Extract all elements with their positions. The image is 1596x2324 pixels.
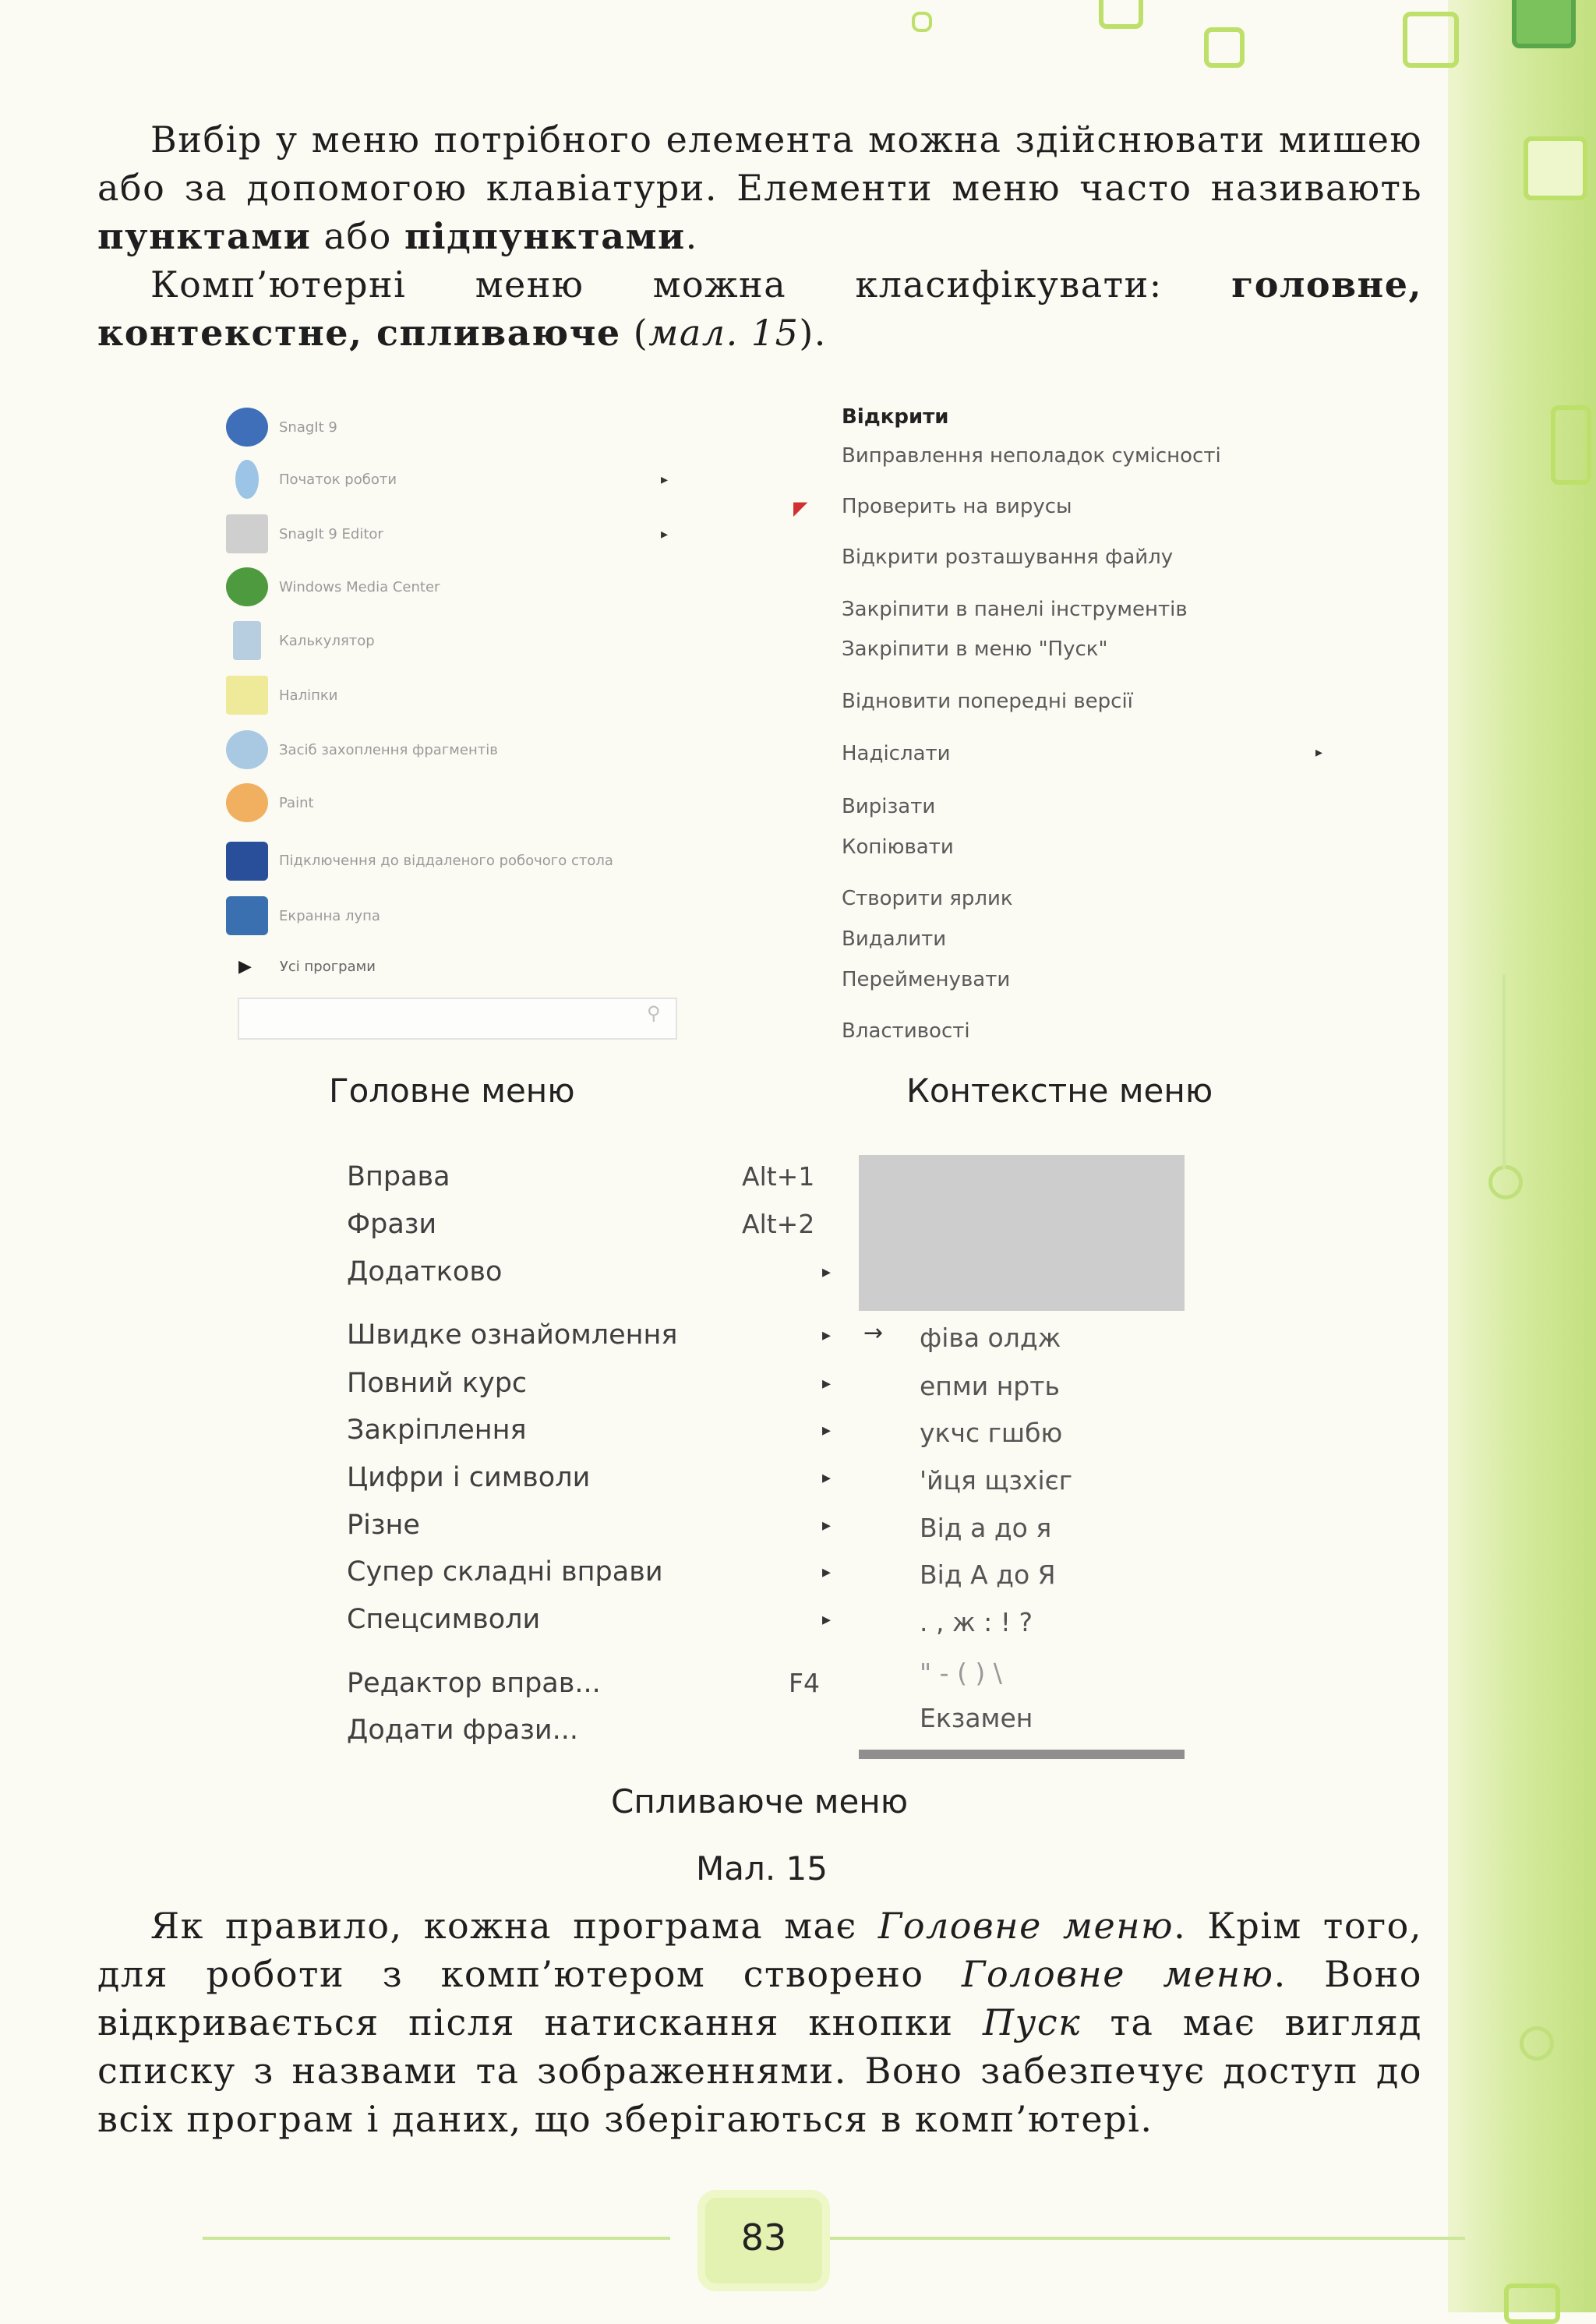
popup-menu-item[interactable]: Вправа [347, 1161, 450, 1192]
context-menu-item[interactable]: Створити ярлик [842, 887, 1013, 910]
submenu-arrow-icon: ▸ [1315, 744, 1323, 761]
snagit-editor-icon [226, 514, 268, 553]
submenu-arrow-icon: ▸ [822, 1326, 832, 1345]
context-menu-item[interactable]: Відкрити розташування файлу [842, 546, 1174, 569]
figure-reference: мал. 15 [648, 312, 800, 354]
start-menu-item[interactable]: Калькулятор [226, 617, 375, 664]
context-menu-item-open[interactable]: Відкрити [842, 405, 949, 429]
shortcut-label: F4 [789, 1668, 820, 1698]
submenu-item[interactable]: укчс гшбю [920, 1418, 1063, 1448]
popup-menu-item[interactable]: Закріплення [347, 1415, 527, 1446]
context-menu-item[interactable]: Перейменувати [842, 968, 1011, 991]
submenu-item[interactable]: епми нрть [920, 1371, 1060, 1401]
intro-text: . [685, 215, 698, 257]
intro-text: або [311, 215, 404, 257]
outro-text: . Крім того, для роботи з комп’ютером створено [97, 1905, 1422, 1995]
antivirus-icon: ◤ [793, 497, 808, 519]
submenu-item[interactable]: Від а до я [920, 1513, 1052, 1543]
outro-text: . Воно відкривається після натискання кнопки [97, 1953, 1422, 2043]
remote-desktop-icon [226, 842, 268, 881]
context-menu-item[interactable]: Закріпити в панелі інструментів [842, 598, 1188, 621]
start-menu-item[interactable]: Наліпки [226, 672, 337, 719]
submenu-arrow-icon: ▸ [661, 525, 669, 542]
submenu-item[interactable]: Від А до Я [920, 1559, 1056, 1590]
start-menu-item[interactable]: SnagIt 9 Editor ▸ [226, 510, 383, 557]
decorative-line [826, 2237, 1465, 2240]
submenu-arrow-icon: ▸ [822, 1563, 832, 1582]
popup-menu-item[interactable]: Додатково [347, 1256, 503, 1287]
outro-text: Як правило, кожна програма має [150, 1905, 878, 1947]
popup-menu-item[interactable]: Додати фрази... [347, 1715, 578, 1746]
bold-term-subitems: підпунктами [404, 215, 686, 257]
decorative-square [1504, 2283, 1560, 2324]
decorative-square [1099, 0, 1143, 29]
figure-caption: Мал. 15 [696, 1849, 828, 1888]
popup-menu-item[interactable]: Супер складні вправи [347, 1556, 663, 1588]
context-menu-item[interactable]: Вирізати [842, 795, 936, 818]
start-menu-item[interactable]: Windows Media Center [226, 563, 440, 610]
start-menu-item[interactable]: Paint [226, 779, 314, 826]
intro-text: ( [620, 312, 649, 354]
decorative-square [1551, 405, 1591, 485]
media-center-icon [226, 567, 268, 606]
submenu-arrow-icon: ▸ [822, 1374, 832, 1393]
submenu-arrow-icon: ▸ [661, 471, 669, 488]
page-number-box [705, 2198, 822, 2283]
getting-started-icon [235, 460, 259, 499]
popup-menu-item[interactable]: Цифри і символи [347, 1462, 591, 1493]
context-menu-item[interactable]: Властивості [842, 1019, 970, 1043]
start-menu-item[interactable]: Засіб захоплення фрагментів [226, 726, 498, 773]
decorative-square [1403, 12, 1459, 68]
paint-icon [226, 783, 268, 822]
decorative-square [1524, 136, 1587, 200]
shortcut-label: Alt+1 [742, 1161, 815, 1192]
italic-term: Головне меню [962, 1953, 1274, 1995]
main-menu-caption: Головне меню [329, 1072, 575, 1110]
context-menu-item[interactable]: Відновити попередні версії [842, 690, 1133, 713]
expand-arrow-icon: ▶ [238, 956, 252, 977]
submenu-arrow-icon: ▸ [822, 1516, 832, 1535]
start-menu-item[interactable]: Початок роботи ▸ [226, 456, 397, 503]
start-menu-item[interactable]: SnagIt 9 [226, 404, 337, 450]
context-menu-item[interactable]: Копіювати [842, 835, 954, 859]
submenu-item[interactable]: " - ( ) \ [920, 1658, 1002, 1688]
snagit-icon [226, 408, 268, 447]
start-menu-item[interactable]: Екранна лупа [226, 892, 380, 939]
search-icon: ⚲ [647, 1002, 661, 1024]
outro-paragraph [97, 1902, 1422, 2143]
popup-menu-item-active[interactable]: Швидке ознайомлення [347, 1319, 678, 1351]
submenu-preview-panel [859, 1155, 1185, 1311]
sticky-notes-icon [226, 676, 268, 715]
selection-arrow: → [863, 1319, 884, 1347]
intro-text: Вибір у меню потрібного елемента можна здійснювати мишею або за допомогою клавіатури. Елементи меню часто називають [97, 118, 1422, 209]
italic-term-start: Пуск [983, 2001, 1082, 2043]
decorative-side-strip [1448, 0, 1596, 2312]
intro-text: Комп’ютерні меню можна класифікувати: [150, 263, 1232, 306]
submenu-item[interactable]: . , ж : ! ? [920, 1607, 1033, 1637]
submenu-arrow-icon: ▸ [822, 1468, 832, 1488]
context-menu-item[interactable]: Виправлення неполадок сумісності [842, 444, 1221, 468]
submenu-arrow-icon: ▸ [822, 1421, 832, 1440]
intro-paragraph-2 [97, 260, 1422, 357]
submenu-item[interactable]: 'йця щзхієг [920, 1465, 1073, 1496]
submenu-arrow-icon: ▸ [822, 1610, 832, 1630]
popup-menu-item[interactable]: Різне [347, 1510, 420, 1541]
context-menu-item[interactable]: Проверить на вирусы [842, 495, 1072, 518]
decorative-line [1502, 974, 1506, 1169]
bold-menu-types: головне, контекстне, спливаюче [97, 263, 1422, 354]
snipping-tool-icon [226, 730, 268, 769]
decorative-square [1512, 0, 1576, 48]
calculator-icon [233, 621, 261, 660]
intro-text: ). [799, 312, 827, 354]
decorative-square [1204, 27, 1245, 68]
bold-term-items: пунктами [97, 215, 312, 257]
context-menu-caption: Контекстне меню [906, 1072, 1213, 1110]
submenu-bottom-bar [859, 1750, 1185, 1759]
start-search-input[interactable] [238, 998, 677, 1040]
decorative-line [203, 2237, 670, 2240]
popup-menu-item[interactable]: Повний курс [347, 1368, 528, 1399]
context-menu-item-send[interactable]: Надіслати [842, 742, 951, 765]
italic-term: Головне меню [877, 1905, 1174, 1947]
start-menu-item[interactable]: ▶ Усі програми [238, 956, 376, 977]
shortcut-label: Alt+2 [742, 1209, 815, 1239]
submenu-arrow-icon: ▸ [822, 1263, 832, 1282]
submenu-item[interactable]: фіва олдж [920, 1323, 1061, 1353]
submenu-item[interactable]: Екзамен [920, 1703, 1033, 1733]
decorative-circle [1488, 1165, 1523, 1199]
popup-menu-item[interactable]: Фрази [347, 1209, 437, 1240]
magnifier-icon [226, 896, 268, 935]
intro-paragraph-1 [97, 115, 1422, 260]
decorative-square [912, 12, 932, 32]
page-number: 83 [740, 2216, 787, 2259]
context-menu-item[interactable]: Видалити [842, 927, 947, 951]
decorative-circle [1520, 2026, 1554, 2061]
popup-menu-caption: Спливаюче меню [611, 1782, 909, 1821]
context-menu-item[interactable]: Закріпити в меню "Пуск" [842, 638, 1108, 661]
popup-menu-item[interactable]: Редактор вправ... [347, 1668, 601, 1699]
outro-text: та має вигляд списку з назвами та зображеннями. Воно забезпечує доступ до всіх програм і даних, що зберігаються в комп’ютері. [97, 2001, 1422, 2140]
popup-menu-item[interactable]: Спецсимволи [347, 1604, 541, 1635]
start-menu-item[interactable]: Підключення до віддаленого робочого стола [226, 834, 614, 888]
